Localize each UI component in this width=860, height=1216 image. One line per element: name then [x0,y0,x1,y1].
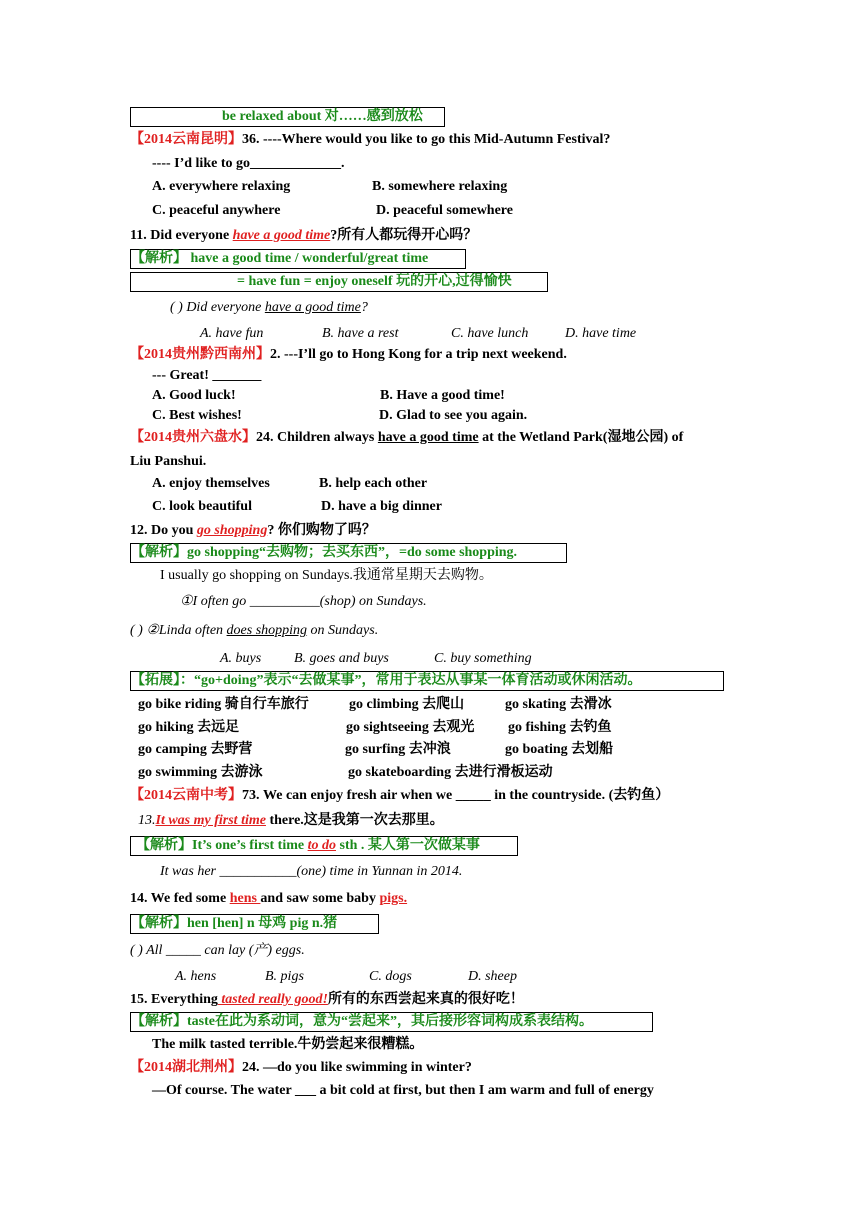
option-b: B. somewhere relaxing [372,179,508,194]
option-b: B. have a rest [322,326,399,341]
practice-question: ( ) All _____ can lay (产) eggs. [130,943,305,958]
analysis-text: 【解析】hen [hen] n 母鸡 pig n.猪 [131,916,338,931]
option-b: B. goes and buys [294,651,389,666]
key-phrase: have a good time [232,228,331,243]
sentence-text: 14. We fed some [130,891,230,906]
activity-item: go fishing 去钓鱼 [508,720,612,735]
answer-line: --- Great! _______ [152,368,262,383]
option-a: A. everywhere relaxing [152,179,291,194]
source-tag: 【2014云南昆明】 [130,132,242,147]
sentence-11 [130,227,477,245]
analysis-text: 【解析】go shopping“去购物；去买东西”，=do some shopping. [131,545,518,560]
question-text: ? [360,300,368,315]
option-d: D. peaceful somewhere [376,203,513,218]
source-tag: 【2014贵州六盘水】 [130,430,256,445]
activity-item: go swimming 去游泳 [138,765,263,780]
option-b: B. pigs [265,969,304,984]
practice-question [170,299,368,317]
question-24-jingzhou [130,1059,472,1077]
key-phrase: tasted really good! [217,992,328,1007]
option-c: C. look beautiful [152,499,252,514]
question-stem: 24. —do you like swimming in winter? [242,1060,472,1075]
key-phrase: to do [307,838,336,853]
exercise-1: ①I often go __________(shop) on Sundays. [180,594,427,609]
question-stem: 2. ---I’ll go to Hong Kong for a trip next weekend. [270,347,567,362]
extension-text: 【拓展】：“go+doing”表示“去做某事”，常用于表达从事某一体育活动或休闲活动。 [131,673,642,688]
key-phrase: pigs. [379,891,408,906]
example-sentence: The milk tasted terrible.牛奶尝起来很糟糕。 [152,1037,424,1052]
option-a: A. Good luck! [152,388,236,403]
key-phrase: have a good time [264,300,361,315]
option-d: D. Glad to see you again. [379,408,528,423]
key-phrase: It was my first time [155,813,266,828]
activity-item: go skateboarding 去进行滑板运动 [348,765,553,780]
exercise-text: on Sundays. [307,623,379,638]
sentence-15 [130,991,524,1009]
exercise: It was her ___________(one) time in Yunnan in 2014. [160,864,463,879]
option-c: C. peaceful anywhere [152,203,281,218]
activity-item: go hiking 去远足 [138,720,240,735]
analysis-text: 【解析】It’s one’s first time [136,838,308,853]
question-2 [130,346,567,364]
key-phrase: does shopping [226,623,308,638]
analysis-text: sth . 某人第一次做某事 [336,838,480,853]
option-c: C. Best wishes! [152,408,242,423]
exercise-2 [130,622,378,640]
analysis-text: = have fun = enjoy oneself 玩的开心,过得愉快 [237,274,512,289]
option-b: B. help each other [319,476,428,491]
activity-item: go sightseeing 去观光 [346,720,475,735]
option-d: D. have time [565,326,637,341]
sentence-text: 15. Everything [130,992,218,1007]
activity-item: go surfing 去冲浪 [345,742,451,757]
option-b: B. Have a good time! [380,388,505,403]
key-phrase: have a good time [377,430,479,445]
analysis-text [136,837,480,855]
note-box-text: be relaxed about 对……感到放松 [222,109,423,124]
sentence-text: 11. Did everyone [130,228,233,243]
question-36 [130,131,610,149]
sentence-13 [138,812,444,830]
sentence-translation: ? 你们购物了吗？ [267,523,376,538]
analysis-text: 【解析】taste在此为系动词，意为“尝起来”，其后接形容词构成系表结构。 [131,1014,593,1029]
option-a: A. hens [175,969,217,984]
question-24 [130,429,683,447]
option-d: D. sheep [468,969,517,984]
example-sentence: I usually go shopping on Sundays.我通常星期天去购物。 [160,568,493,583]
activity-item: go climbing 去爬山 [349,697,465,712]
answer-line: ---- I’d like to go_____________. [152,156,345,171]
activity-item: go boating 去划船 [505,742,614,757]
sentence-12 [130,522,376,540]
sentence-translation: there.这是我第一次去那里。 [265,813,444,828]
analysis-text: 【解析】 have a good time / wonderful/great time [131,251,429,266]
answer-line: —Of course. The water ___ a bit cold at first, but then I am warm and full of energy [152,1083,654,1098]
option-c: C. buy something [434,651,532,666]
activity-item: go camping 去野营 [138,742,253,757]
option-c: C. have lunch [451,326,529,341]
option-d: D. have a big dinner [321,499,442,514]
source-tag: 【2014云南中考】 [130,788,242,803]
question-stem: 36. ----Where would you like to go this Mid-Autumn Festival? [242,132,611,147]
sentence-translation: 所有的东西尝起来真的很好吃！ [327,992,524,1007]
question-stem: at the Wetland Park(湿地公园) of [478,430,684,445]
question-stem: 24. Children always [256,430,378,445]
sentence-translation: ?所有人都玩得开心吗？ [330,228,478,243]
sentence-text: 12. Do you [130,523,197,538]
exercise-text: ( ) ②Linda often [130,623,227,638]
option-c: C. dogs [369,969,412,984]
key-phrase: hens [229,891,261,906]
sentence-number: 13. [138,813,156,828]
option-a: A. buys [220,651,262,666]
source-tag: 【2014湖北荆州】 [130,1060,242,1075]
option-a: A. enjoy themselves [152,476,270,491]
question-continuation: Liu Panshui. [130,454,207,469]
activity-item: go bike riding 骑自行车旅行 [138,697,309,712]
source-tag: 【2014贵州黔西南州】 [130,347,270,362]
key-phrase: go shopping [196,523,268,538]
option-a: A. have fun [200,326,264,341]
question-stem: 73. We can enjoy fresh air when we _____ in the countryside. (去钓鱼） [242,788,670,803]
question-text: ( ) Did everyone [170,300,265,315]
question-73 [130,787,669,805]
sentence-14 [130,890,407,908]
activity-item: go skating 去滑冰 [505,697,612,712]
sentence-text: and saw some baby [260,891,380,906]
